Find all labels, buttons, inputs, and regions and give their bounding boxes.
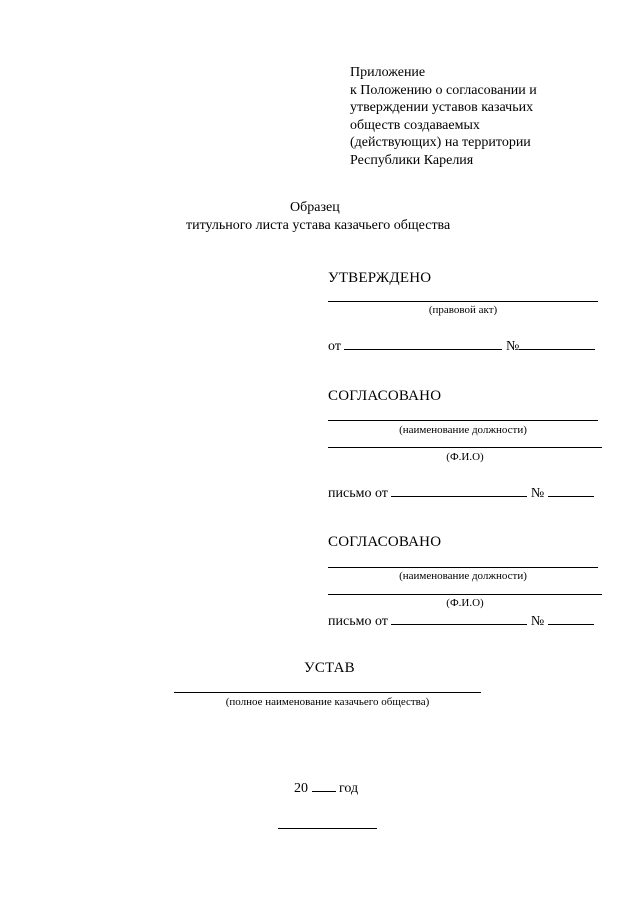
- position-caption-1: (наименование должности): [399, 424, 527, 436]
- letter-date-blank: [391, 612, 527, 625]
- charter-heading: УСТАВ: [304, 660, 355, 676]
- sample-title-line2: титульного листа устава казачьего общества: [186, 218, 451, 233]
- letter-label: письмо от: [328, 614, 388, 629]
- society-name-caption: (полное наименование казачьего общества): [225, 696, 430, 708]
- agreed-heading-2: СОГЛАСОВАНО: [328, 534, 442, 550]
- name-line-2: [328, 594, 602, 595]
- appendix-line: (действующих) на территории: [350, 135, 531, 150]
- legal-act-line: [328, 301, 598, 302]
- position-line-2: [328, 567, 598, 568]
- year-row: [294, 779, 358, 797]
- appendix-block: [350, 64, 610, 169]
- appendix-line: Республики Карелия: [350, 152, 474, 168]
- sample-title-line1: Образец: [290, 200, 340, 215]
- year-blank: [312, 779, 336, 792]
- appendix-line: обществ создаваемых: [350, 117, 480, 133]
- letter-number-blank: [548, 612, 594, 625]
- agreed-heading-1: СОГЛАСОВАНО: [328, 388, 442, 404]
- position-line-1: [328, 420, 598, 421]
- year-prefix: 20: [294, 781, 308, 796]
- letter-row-1: [328, 484, 594, 502]
- appendix-line: к Положению о согласовании и: [350, 82, 537, 98]
- bottom-line: [278, 828, 377, 829]
- approved-date-row: [328, 337, 595, 355]
- letter-row-2: [328, 612, 594, 630]
- position-caption-2: (наименование должности): [399, 570, 527, 582]
- appendix-line: утверждении уставов казачьих: [350, 100, 534, 115]
- name-caption-2: (Ф.И.О): [446, 597, 484, 609]
- number-sign: №: [505, 339, 520, 354]
- date-blank: [344, 337, 502, 350]
- year-suffix: год: [339, 781, 359, 796]
- letter-date-blank: [391, 484, 527, 497]
- letter-number-blank: [548, 484, 594, 497]
- number-blank: [519, 337, 595, 350]
- legal-act-caption: (правовой акт): [428, 304, 498, 316]
- approved-heading: УТВЕРЖДЕНО: [328, 270, 432, 286]
- name-line-1: [328, 447, 602, 448]
- number-sign: №: [530, 486, 545, 501]
- name-caption-1: (Ф.И.О): [446, 451, 484, 463]
- from-label: от: [328, 339, 341, 354]
- letter-label: письмо от: [328, 486, 388, 501]
- number-sign: №: [530, 614, 545, 629]
- society-name-line: [174, 692, 481, 693]
- appendix-line: Приложение: [350, 65, 426, 80]
